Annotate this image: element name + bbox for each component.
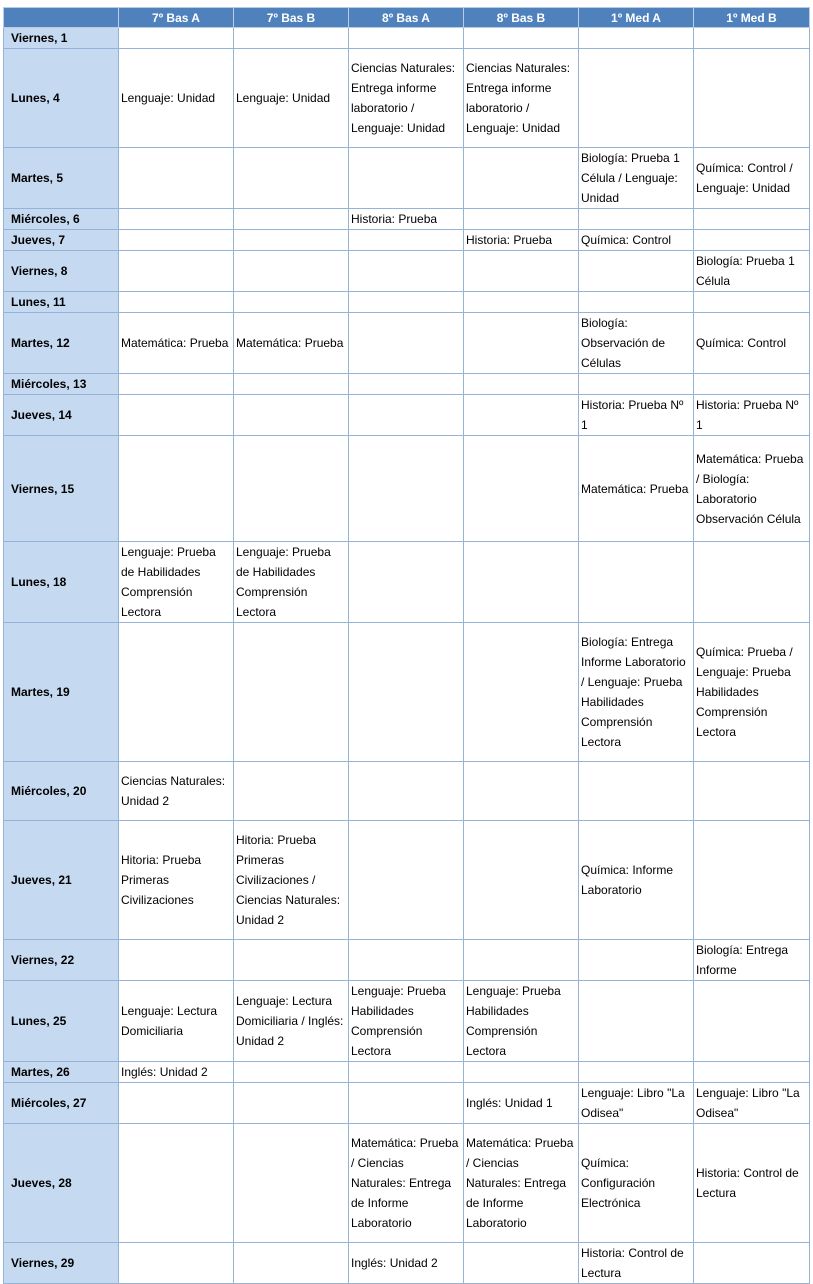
table-cell [579, 940, 694, 981]
table-cell [464, 28, 579, 49]
schedule-container [3, 7, 810, 1284]
table-cell [464, 374, 579, 395]
table-cell [234, 1062, 349, 1083]
table-cell [234, 1124, 349, 1243]
table-cell [464, 821, 579, 940]
table-cell [349, 762, 464, 821]
table-cell: Lenguaje: Lectura Domiciliaria / Inglés: Unidad 2 [234, 981, 349, 1062]
day-label: Lunes, 18 [4, 542, 119, 623]
column-header: 1º Med B [694, 8, 810, 28]
table-cell: Matemática: Prueba / Biología: Laboratorio Observación Célula [694, 436, 810, 542]
table-cell [119, 1124, 234, 1243]
table-cell [349, 1083, 464, 1124]
table-cell [464, 542, 579, 623]
table-cell [349, 251, 464, 292]
table-cell: Matemática: Prueba [234, 313, 349, 374]
table-cell: Ciencias Naturales: Entrega informe laboratorio / Lenguaje: Unidad [349, 49, 464, 148]
table-cell [119, 28, 234, 49]
table-cell [119, 148, 234, 209]
day-label: Jueves, 28 [4, 1124, 119, 1243]
table-cell [694, 28, 810, 49]
table-cell [119, 436, 234, 542]
table-cell: Lenguaje: Unidad [234, 49, 349, 148]
day-label: Viernes, 8 [4, 251, 119, 292]
table-cell [579, 981, 694, 1062]
evaluation-calendar-table [3, 7, 810, 1284]
day-label: Miércoles, 13 [4, 374, 119, 395]
table-cell: Lenguaje: Unidad [119, 49, 234, 148]
table-cell [694, 292, 810, 313]
table-cell: Química: Configuración Electrónica [579, 1124, 694, 1243]
day-label: Martes, 5 [4, 148, 119, 209]
table-cell [234, 251, 349, 292]
day-label: Miércoles, 6 [4, 209, 119, 230]
table-cell: Historia: Prueba Nº 1 [579, 395, 694, 436]
table-row [4, 1124, 810, 1243]
table-cell: Biología: Entrega Informe [694, 940, 810, 981]
table-cell [694, 981, 810, 1062]
table-cell [349, 436, 464, 542]
table-cell [119, 292, 234, 313]
table-cell: Lenguaje: Libro "La Odisea" [579, 1083, 694, 1124]
table-cell [694, 821, 810, 940]
table-cell: Química: Prueba / Lenguaje: Prueba Habilidades Comprensión Lectora [694, 623, 810, 762]
table-cell: Química: Control / Lenguaje: Unidad [694, 148, 810, 209]
table-cell [234, 1083, 349, 1124]
day-label: Jueves, 21 [4, 821, 119, 940]
table-cell [694, 542, 810, 623]
table-cell [464, 292, 579, 313]
table-cell: Biología: Prueba 1 Célula [694, 251, 810, 292]
table-row [4, 436, 810, 542]
table-cell: Ciencias Naturales: Unidad 2 [119, 762, 234, 821]
table-cell [464, 148, 579, 209]
table-cell [349, 1062, 464, 1083]
table-cell [234, 762, 349, 821]
table-cell [464, 762, 579, 821]
table-cell: Inglés: Unidad 1 [464, 1083, 579, 1124]
table-cell [119, 230, 234, 251]
table-row [4, 292, 810, 313]
table-cell: Lenguaje: Prueba Habilidades Comprensión Lectora [464, 981, 579, 1062]
day-label: Martes, 26 [4, 1062, 119, 1083]
table-row [4, 230, 810, 251]
table-cell: Hitoria: Prueba Primeras Civilizaciones [119, 821, 234, 940]
table-cell [349, 542, 464, 623]
table-cell [464, 209, 579, 230]
table-cell [234, 230, 349, 251]
table-cell [119, 395, 234, 436]
table-cell: Historia: Prueba Nº 1 [694, 395, 810, 436]
table-cell: Inglés: Unidad 2 [119, 1062, 234, 1083]
table-cell: Hitoria: Prueba Primeras Civilizaciones / Ciencias Naturales: Unidad 2 [234, 821, 349, 940]
column-header: 1º Med A [579, 8, 694, 28]
day-label: Viernes, 15 [4, 436, 119, 542]
table-cell: Historia: Prueba [464, 230, 579, 251]
table-cell: Lenguaje: Prueba Habilidades Comprensión Lectora [349, 981, 464, 1062]
table-cell [234, 395, 349, 436]
table-cell [349, 148, 464, 209]
table-cell [694, 374, 810, 395]
table-cell [234, 436, 349, 542]
table-cell [119, 1243, 234, 1284]
table-row [4, 762, 810, 821]
table-cell [464, 1243, 579, 1284]
table-cell [349, 313, 464, 374]
day-label: Viernes, 29 [4, 1243, 119, 1284]
table-cell [349, 374, 464, 395]
table-cell [464, 436, 579, 542]
table-cell [579, 542, 694, 623]
day-label: Miércoles, 20 [4, 762, 119, 821]
table-cell: Matemática: Prueba [119, 313, 234, 374]
table-cell: Ciencias Naturales: Entrega informe laboratorio / Lenguaje: Unidad [464, 49, 579, 148]
table-cell: Historia: Control de Lectura [694, 1124, 810, 1243]
column-header: 7º Bas A [119, 8, 234, 28]
table-cell [119, 251, 234, 292]
table-row [4, 1062, 810, 1083]
header-corner [4, 8, 119, 28]
table-cell: Lenguaje: Libro "La Odisea" [694, 1083, 810, 1124]
table-cell: Lenguaje: Lectura Domiciliaria [119, 981, 234, 1062]
day-label: Lunes, 11 [4, 292, 119, 313]
table-row [4, 821, 810, 940]
table-cell: Lenguaje: Prueba de Habilidades Comprensión Lectora [119, 542, 234, 623]
table-cell: Matemática: Prueba / Ciencias Naturales: Entrega de Informe Laboratorio [464, 1124, 579, 1243]
table-row [4, 251, 810, 292]
table-cell [464, 623, 579, 762]
table-cell [234, 374, 349, 395]
table-cell: Matemática: Prueba / Ciencias Naturales: Entrega de Informe Laboratorio [349, 1124, 464, 1243]
table-cell [234, 940, 349, 981]
table-cell [349, 623, 464, 762]
day-label: Jueves, 7 [4, 230, 119, 251]
table-cell: Química: Informe Laboratorio [579, 821, 694, 940]
table-cell [694, 230, 810, 251]
table-cell [694, 762, 810, 821]
table-row [4, 395, 810, 436]
table-cell [579, 762, 694, 821]
table-cell: Inglés: Unidad 2 [349, 1243, 464, 1284]
day-label: Martes, 12 [4, 313, 119, 374]
table-row [4, 1243, 810, 1284]
table-cell: Biología: Entrega Informe Laboratorio / Lenguaje: Prueba Habilidades Comprensión Lectora [579, 623, 694, 762]
column-header: 8º Bas A [349, 8, 464, 28]
table-row [4, 313, 810, 374]
table-row [4, 981, 810, 1062]
table-cell: Matemática: Prueba [579, 436, 694, 542]
day-label: Miércoles, 27 [4, 1083, 119, 1124]
table-cell [349, 28, 464, 49]
table-cell: Historia: Prueba [349, 209, 464, 230]
table-cell [119, 209, 234, 230]
table-cell [349, 292, 464, 313]
table-row [4, 148, 810, 209]
table-row [4, 542, 810, 623]
table-cell: Química: Control [579, 230, 694, 251]
table-cell [349, 395, 464, 436]
table-cell: Biología: Prueba 1 Célula / Lenguaje: Unidad [579, 148, 694, 209]
table-cell [234, 623, 349, 762]
table-cell [234, 1243, 349, 1284]
day-label: Lunes, 4 [4, 49, 119, 148]
table-cell: Historia: Control de Lectura [579, 1243, 694, 1284]
table-cell [579, 209, 694, 230]
table-cell [464, 313, 579, 374]
table-cell [349, 821, 464, 940]
table-cell: Biología: Observación de Células [579, 313, 694, 374]
table-cell [119, 623, 234, 762]
column-header: 7º Bas B [234, 8, 349, 28]
table-cell [694, 49, 810, 148]
table-cell [579, 28, 694, 49]
table-cell [579, 1062, 694, 1083]
table-cell [119, 940, 234, 981]
table-cell [579, 374, 694, 395]
table-row [4, 940, 810, 981]
table-cell [464, 395, 579, 436]
table-row [4, 28, 810, 49]
table-cell [579, 292, 694, 313]
table-cell [464, 1062, 579, 1083]
table-cell [234, 28, 349, 49]
table-cell [234, 209, 349, 230]
table-row [4, 623, 810, 762]
day-label: Lunes, 25 [4, 981, 119, 1062]
day-label: Viernes, 22 [4, 940, 119, 981]
table-cell [464, 940, 579, 981]
day-label: Viernes, 1 [4, 28, 119, 49]
table-cell [579, 49, 694, 148]
table-row [4, 1083, 810, 1124]
table-cell: Lenguaje: Prueba de Habilidades Comprensión Lectora [234, 542, 349, 623]
table-cell [349, 230, 464, 251]
table-cell [234, 292, 349, 313]
table-cell [579, 251, 694, 292]
table-cell [234, 148, 349, 209]
table-cell [464, 251, 579, 292]
table-row [4, 209, 810, 230]
table-cell: Química: Control [694, 313, 810, 374]
table-cell [694, 209, 810, 230]
column-header: 8º Bas B [464, 8, 579, 28]
day-label: Jueves, 14 [4, 395, 119, 436]
day-label: Martes, 19 [4, 623, 119, 762]
table-cell [694, 1062, 810, 1083]
header-row [4, 8, 810, 28]
table-cell [119, 374, 234, 395]
table-row [4, 49, 810, 148]
table-cell [349, 940, 464, 981]
table-cell [119, 1083, 234, 1124]
table-cell [694, 1243, 810, 1284]
table-row [4, 374, 810, 395]
